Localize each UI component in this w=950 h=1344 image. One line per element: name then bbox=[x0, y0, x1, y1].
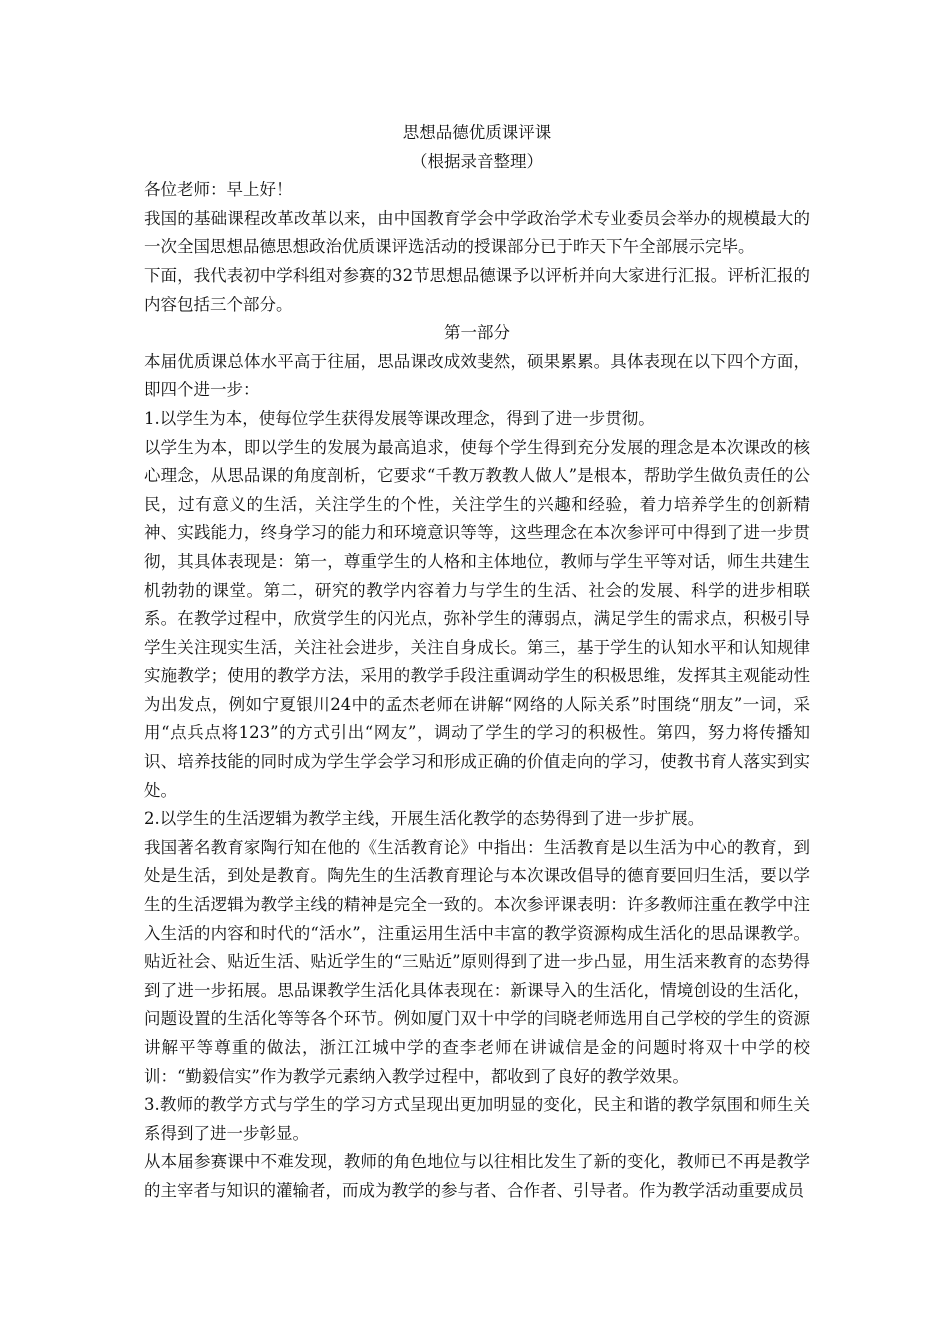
point-3-heading: 3.教师的教学方式与学生的学习方式呈现出更加明显的变化，民主和谐的教学氛围和师生关系得到了进一步彰显。 bbox=[144, 1095, 810, 1143]
part-one-intro: 本届优质课总体水平高于往届，思品课改成效斐然，硕果累累。具体表现在以下四个方面，即四个进一步： bbox=[144, 351, 810, 400]
point-2-body: 我国著名教育家陶行知在他的《生活教育论》中指出：生活教育是以生活为中心的教育，到处是生活，到处是教育。陶先生的生活教育理论与本次课改倡导的德育要回归生活，要以学生的生活逻辑为教学主线的精神是完全一致的。本次参评课表明：许多教师注重在教学中注入生活的内容和时代的“活水”，注重运用生活中丰富的教学资源构成生活化的思品课教学。贴近社会、贴近生活、贴近学生的“三贴近”原则得到了进一步凸显，用生活来教育的态势得到了进一步拓展。思品课教学生活化具体表现在：新课导入的生活化，情境创设的生活化，问题设置的生活化等等各个环节。例如厦门双十中学的闫晓老师选用自己学校的学生的资源讲解平等尊重的做法，浙江江城中学的查李老师在讲诚信是金的问题时将双十中学的校训：“勤毅信实”作为教学元素纳入教学过程中，都收到了良好的教学效果。 bbox=[144, 837, 810, 1086]
document-body bbox=[144, 119, 810, 1206]
point-1-heading: 1.以学生为本，使每位学生获得发展等课改理念，得到了进一步贯彻。 bbox=[144, 408, 655, 428]
section-heading-part-one: 第一部分 bbox=[444, 323, 510, 343]
point-2-heading: 2.以学生的生活逻辑为教学主线，开展生活化教学的态势得到了进一步扩展。 bbox=[144, 809, 705, 829]
greeting: 各位老师：早上好！ bbox=[144, 180, 293, 200]
document-subtitle: （根据录音整理） bbox=[411, 151, 543, 171]
paragraph: 下面，我代表初中学科组对参赛的32节思想品德课予以评析并向大家进行汇报。评析汇报的内容包括三个部分。 bbox=[144, 265, 810, 314]
document-title: 思想品德优质课评课 bbox=[402, 123, 552, 142]
paragraph: 我国的基础课程改革改革以来，由中国教育学会中学政治学术专业委员会举办的规模最大的一次全国思想品德思想政治优质课评选活动的授课部分已于昨天下午全部展示完毕。 bbox=[144, 208, 810, 257]
point-3-body: 从本届参赛课中不难发现，教师的角色地位与以往相比发生了新的变化，教师已不再是教学的主宰者与知识的灌输者，而成为教学的参与者、合作者、引导者。作为教学活动重要成员 bbox=[144, 1152, 810, 1200]
point-1-body: 以学生为本，即以学生的发展为最高追求，使每个学生得到充分发展的理念是本次课改的核心理念，从思品课的角度剖析，它要求“千教万教教人做人”是根本，帮助学生做负责任的公民，过有意义的生活，关注学生的个性，关注学生的兴趣和经验，着力培养学生的创新精神、实践能力，终身学习的能力和环境意识等等，这些理念在本次参评可中得到了进一步贯彻，其具体表现是：第一，尊重学生的人格和主体地位，教师与学生平等对话，师生共建生机勃勃的课堂。第二，研究的教学内容着力与学生的生活、社会的发展、科学的进步相联系。在教学过程中，欣赏学生的闪光点，弥补学生的薄弱点，满足学生的需求点，积极引导学生关注现实生活，关注社会进步，关注自身成长。第三，基于学生的认知水平和认知规律实施教学；使用的教学方法，采用的教学手段注重调动学生的积极思维，发挥其主观能动性为出发点，例如宁夏银川24中的孟杰老师在讲解“网络的人际关系”时围绕“朋友”一词，采用“点兵点将123”的方式引出“网友”，调动了学生的学习的积极性。第四，努力将传播知识、培养技能的同时成为学生学会学习和形成正确的价值走向的学习，使教书育人落实到实处。 bbox=[144, 437, 810, 800]
